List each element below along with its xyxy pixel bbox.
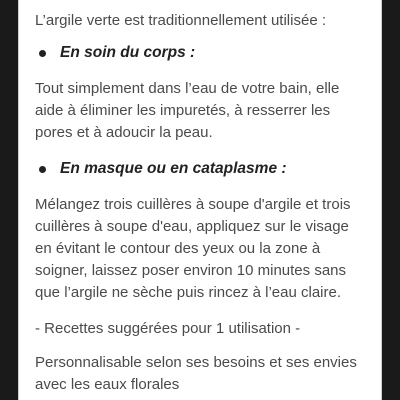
section-body-mask: Mélangez trois cuillères à soupe d'argile et trois cuillères à soupe d'eau, appliquez sur le visage en évitant le contour des yeux ou la zone à soigner, laissez poser environ 10 minutes sans que l’argile ne sèche puis rincez à l’eau claire. (35, 196, 351, 301)
section-body-body-care: Tout simplement dans l’eau de votre bain, elle aide à éliminer les impuretés, à resserrer les pores et à adoucir la peau. (35, 80, 340, 141)
section-heading-body-care (35, 42, 365, 64)
bullet-icon (39, 50, 46, 57)
content-card (18, 0, 382, 400)
section-heading-mask (35, 158, 365, 180)
section-heading-label: En soin du corps : (60, 44, 196, 61)
personalization-text: Personnalisable selon ses besoins et ses envies avec les eaux florales (35, 354, 357, 393)
intro-text: L’argile verte est traditionnellement utilisée : (35, 12, 326, 29)
recipes-note: - Recettes suggérées pour 1 utilisation - (35, 320, 301, 337)
section-heading-label: En masque ou en cataplasme : (60, 160, 287, 177)
bullet-icon (39, 166, 46, 173)
